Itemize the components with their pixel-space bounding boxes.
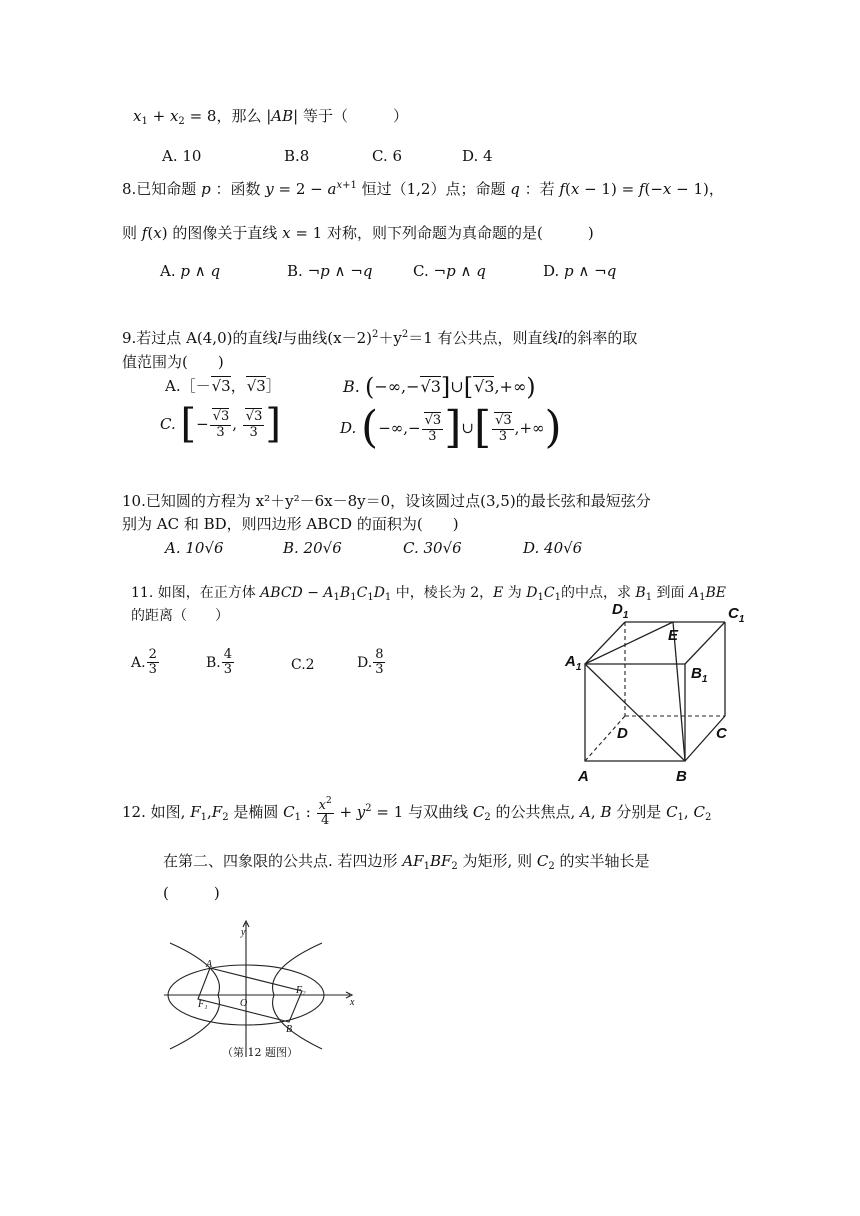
q9-option-a: A.［－√3，√3］ [165, 377, 281, 395]
label-a: A [578, 768, 589, 785]
q11-line2: 的距离（ ） [131, 608, 229, 624]
q12-line1: 12. 如图, $F_1,F_2$ 是椭圆 $C_1$ : $\frac{x^2}{4}$ + $y^2 = 1$ 与双曲线 $C_2$ 的公共焦点, A, B 分别是 $C_1$, $C_2$ [122, 796, 712, 829]
q10-line2: 别为 AC 和 BD，则四边形 ABCD 的面积为( ) [122, 515, 459, 533]
q9-option-d: D. (−∞,− $\frac{√3}{3}$ ]∪[ $\frac{√3}{3}$ ,+∞) [340, 402, 562, 453]
q8-line1: 8.已知命题 p ：函数 $y = 2 - a^{x+1}$ 恒过（1,2）点；命题 q ：若 f(x − 1) = f(−x − 1)， [122, 180, 724, 198]
q7-options [162, 147, 493, 165]
axis-x-label: x [350, 997, 355, 1008]
q8-line2: 则 f(x) 的图像关于直线 x = 1 对称，则下列命题为真命题的是( ) [122, 224, 594, 242]
focus-f2-label: F₂ [296, 985, 306, 996]
label-c: C [716, 725, 727, 742]
q7-option-b: B.8 [284, 147, 310, 165]
q10-line1: 10.已知圆的方程为 x²＋y²－6x－8y＝0，设该圆过点(3,5)的最长弦和最短弦分 [122, 492, 651, 510]
q11-option-d: D. $\frac{8}{3}$ [357, 647, 384, 678]
q10-option-d: D. 40√6 [523, 539, 583, 557]
point-b-label: B [286, 1024, 293, 1035]
q11-options [131, 647, 384, 678]
q12-caption: （第 12 题图） [222, 1046, 298, 1059]
q8-options [160, 262, 617, 280]
q9-option-b: B. (−∞,−√3]∪[√3,+∞) [343, 373, 536, 401]
q8-option-a: A. p ∧ q [160, 262, 221, 280]
q11-option-c: C.2 [291, 657, 315, 673]
label-e: E [668, 627, 679, 644]
q7-option-a: A. 10 [162, 147, 202, 165]
label-c1: $C_1$ [728, 605, 745, 625]
focus-f1-label: F₁ [198, 999, 208, 1010]
q7-option-c: C. 6 [372, 147, 403, 165]
q8-option-d: D. p ∧ ¬q [543, 262, 617, 280]
q7-option-d: D. 4 [462, 147, 493, 165]
label-b1: $B_1$ [691, 665, 708, 685]
label-d1: $D_1$ [612, 601, 629, 621]
origin-label: O [240, 998, 248, 1009]
q10-option-a: A. 10√6 [165, 539, 224, 557]
q7-line: $x_1 + x_2 = 8$，那么 |AB| 等于（ ） [133, 107, 408, 127]
q8-option-b: B. ¬p ∧ ¬q [287, 262, 373, 280]
cube-figure [560, 598, 750, 788]
q10-option-b: B. 20√6 [283, 539, 342, 557]
q11-line1: 11. 如图，在正方体 ABCD − $A_1B_1C_1D_1$ 中，棱长为 2，E 为 $D_1C_1$的中点，求 $B_1$ 到面 $A_1BE$ [131, 585, 726, 603]
q10-option-c: C. 30√6 [403, 539, 462, 557]
q12-line3: ( ) [163, 884, 220, 902]
label-b: B [676, 768, 687, 785]
q10-options [165, 539, 583, 557]
q8-option-c: C. ¬p ∧ q [413, 262, 486, 280]
axis-y-label: y [241, 927, 246, 938]
q9-line2: 值范围为( ) [122, 353, 224, 371]
q11-option-a: A. $\frac{2}{3}$ [131, 647, 157, 678]
q12-line2: 在第二、四象限的公共点. 若四边形 $AF_1BF_2$ 为矩形, 则 $C_2$ 的实半轴长是 [163, 852, 650, 872]
ellipse-hyperbola-figure [158, 915, 368, 1065]
label-a1: $A_1$ [565, 653, 582, 673]
point-a-label: A [206, 959, 213, 970]
label-d: D [617, 725, 628, 742]
q9-option-c: C. [− $\frac{√3}{3}$ , $\frac{√3}{3}$ ] [160, 401, 281, 447]
q11-option-b: B. $\frac{4}{3}$ [206, 647, 233, 678]
q9-line1: 9.若过点 A(4,0)的直线l与曲线$(x-2)^2+y^2=1$ 有公共点，则直线l的斜率的取 [122, 329, 638, 347]
